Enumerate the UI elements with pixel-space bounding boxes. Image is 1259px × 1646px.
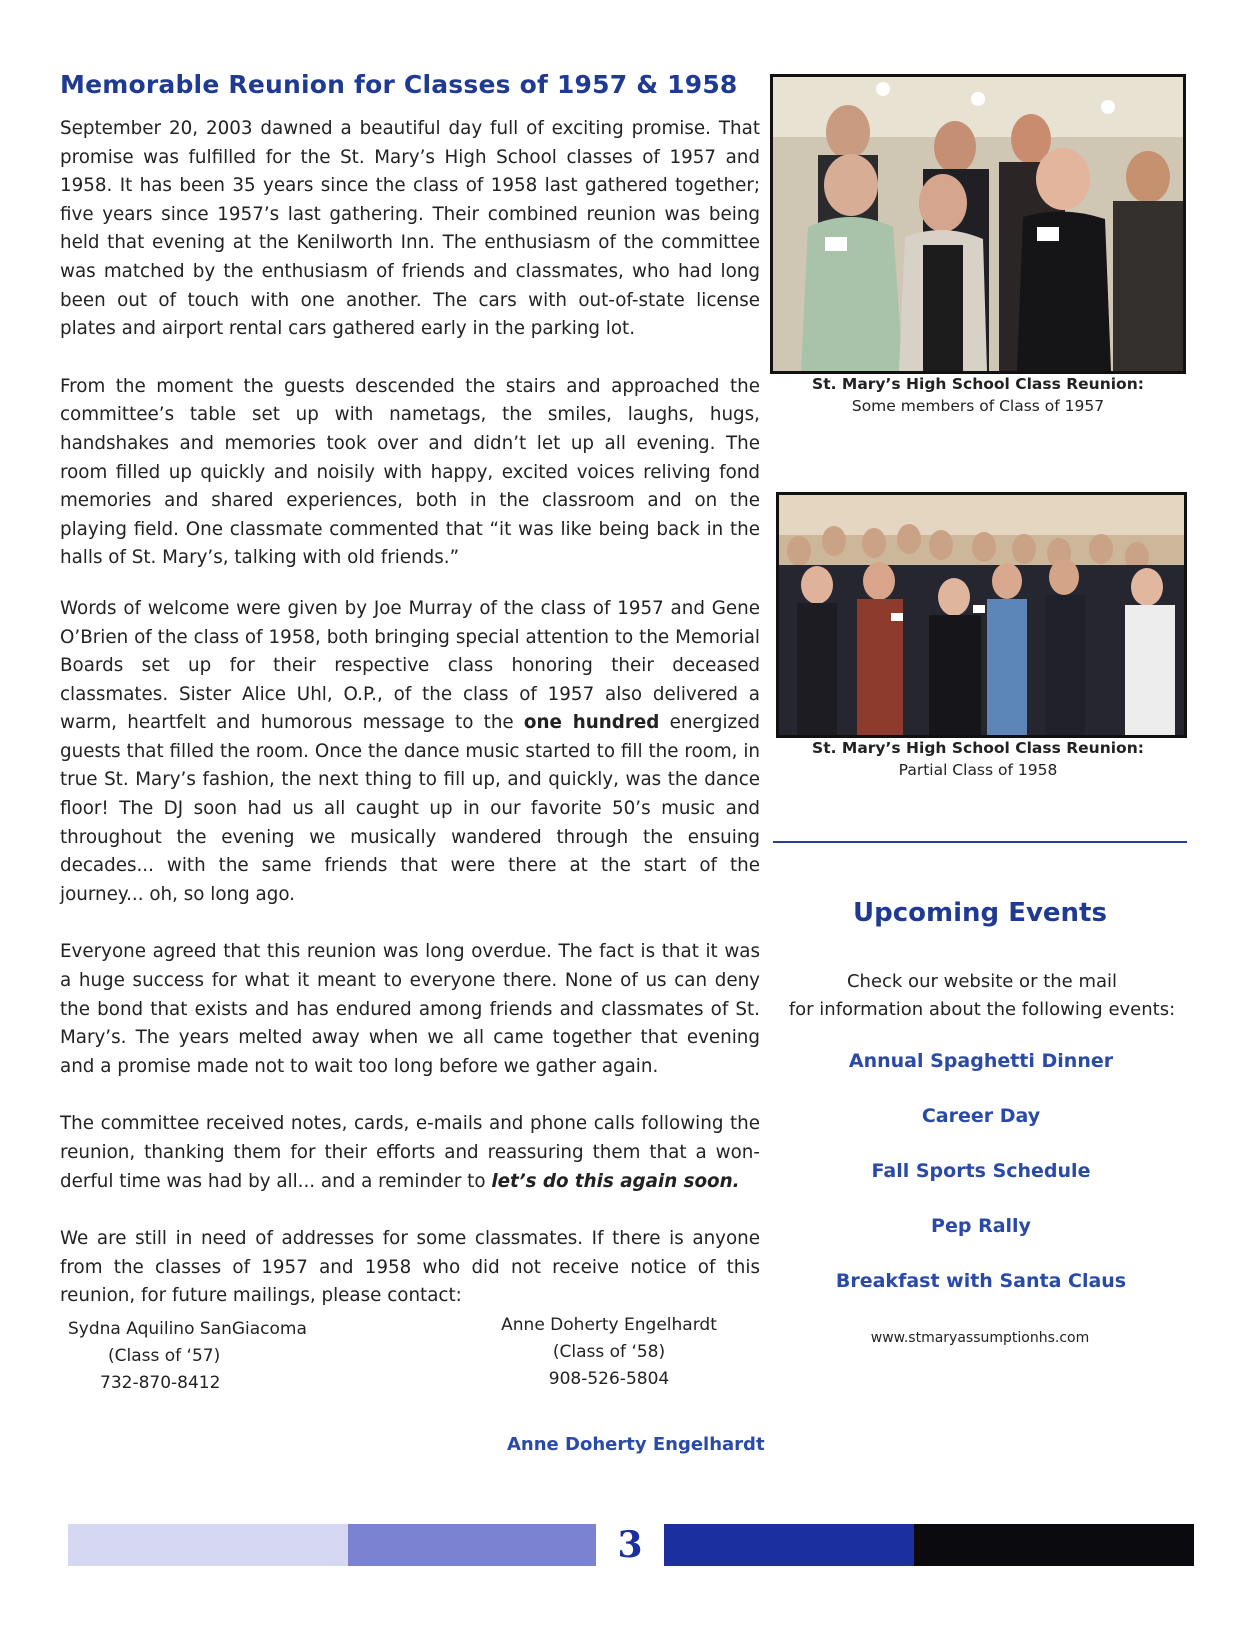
group-photo-image: [779, 495, 1184, 735]
contact-phone: 908-526-5804: [548, 1369, 670, 1389]
page-number: 3: [617, 1524, 643, 1566]
contact-class: (Class of ‘58): [552, 1342, 666, 1362]
upcoming-events-intro: Check our website or the mail for information about the following events:: [788, 971, 1176, 1020]
contact-sangiacoma: [68, 1316, 307, 1397]
section-divider: [773, 841, 1187, 843]
reunion-photo-1957: [770, 74, 1186, 374]
article-paragraph-2: From the moment the guests descended the stairs and approached the committee’s table set up with nametags, the smiles, laughs, hugs, handshakes and memories took over and didn’t let up all evening. The room filled up quickly and noisily with happy, excited voices reliving fond memories and shared experiences, both in the classroom and on the playing field. One classmate commented that “it was like being back in the halls of St. Mary’s, talking with old friends.”: [60, 375, 760, 569]
contact-phone: 732-870-8412: [100, 1373, 221, 1393]
emphasis-one-hundred: one hundred: [523, 712, 660, 734]
footer-bar-segment: [664, 1524, 914, 1566]
article-paragraph-3: Words of welcome were given by Joe Murray of the class of 1957 and Gene O’Brien of the class of 1958, both bringing special attention to the Memorial Boards set up for their respective class honoring their deceased classmates. Sister Alice Uhl, O.P., of the class of 1957 also delivered a warm, heartfelt and humorous message to the one hundred energized guests that filled the room. Once the dance music started to fill the room, in true St. Mary’s fashion, the next thing to fill up, and quickly, was the dance floor! The DJ soon had us all caught up in our favorite 50’s music and throughout the evening we musically wandered through the ensuing decades... with the same friends that were there at the start of the journey... oh, so long ago.: [60, 597, 761, 905]
footer-bar-segment: [68, 1524, 348, 1566]
contact-name: Anne Doherty Engelhardt: [501, 1315, 717, 1335]
photo-1957-caption: [770, 373, 1186, 417]
event-spaghetti-dinner: Annual Spaghetti Dinner: [848, 1050, 1114, 1072]
footer-bar-segment: [348, 1524, 596, 1566]
group-photo-image: [773, 77, 1183, 371]
upcoming-events-heading: Upcoming Events: [853, 898, 1107, 928]
caption-subtitle: Partial Class of 1958: [898, 761, 1058, 779]
event-pep-rally: Pep Rally: [931, 1215, 1031, 1237]
author-signature: Anne Doherty Engelhardt: [507, 1434, 765, 1455]
article-paragraph-4: Everyone agreed that this reunion was long overdue. The fact is that it was a huge success for what it meant to everyone there. None of us can deny the bond that exists and has endured among friends and classmates of St. Mary’s. The years melted away when we all came together that evening and a promise made not to wait too long before we gather again.: [60, 941, 760, 1077]
contact-name: Sydna Aquilino SanGiacoma: [68, 1319, 307, 1339]
footer-bar-segment: [914, 1524, 1194, 1566]
event-breakfast-santa: Breakfast with Santa Claus: [835, 1270, 1127, 1292]
page-number-badge: [596, 1514, 664, 1576]
caption-title: St. Mary’s High School Class Reunion:: [812, 739, 1144, 757]
article-paragraph-5: The committee received notes, cards, e-mails and phone calls following the reunion, thanking them for their efforts and reassuring them that a won-derful time was had by all... and a reminder to let’s do this again soon.: [60, 1113, 760, 1192]
event-career-day: Career Day: [921, 1105, 1041, 1127]
reunion-photo-1958: [776, 492, 1187, 738]
caption-subtitle: Some members of Class of 1957: [851, 397, 1105, 415]
contact-class: (Class of ‘57): [108, 1346, 221, 1366]
caption-title: St. Mary’s High School Class Reunion:: [812, 375, 1144, 393]
emphasis-do-this-again: let’s do this again soon.: [491, 1170, 740, 1192]
article-headline: Memorable Reunion for Classes of 1957 & 1958: [60, 70, 738, 99]
reunion-article: [60, 70, 760, 1311]
article-paragraph-1: September 20, 2003 dawned a beautiful day full of exciting promise. That promise was fulfilled for the St. Mary’s High School classes of 1957 and 1958. It has been 35 years since the class of 1958 last gathered together; five years since 1957’s last gathering. Their combined reunion was being held that evening at the Kenilworth Inn. The enthusiasm of the committee was matched by the enthusiasm of friends and classmates, who had long been out of touch with one another. The cars with out-of-state license plates and airport rental cars gathered early in the parking lot.: [60, 118, 760, 340]
events-list: [770, 1046, 1192, 1321]
article-paragraph-6: We are still in need of addresses for some classmates. If there is anyone from the classes of 1957 and 1958 who did not receive notice of this reunion, for future mailings, please contact:: [60, 1228, 760, 1307]
contact-engelhardt: [494, 1312, 724, 1393]
school-website: www.stmaryassumptionhs.com: [870, 1330, 1090, 1346]
event-fall-sports: Fall Sports Schedule: [871, 1160, 1091, 1182]
photo-1958-caption: [770, 737, 1186, 781]
